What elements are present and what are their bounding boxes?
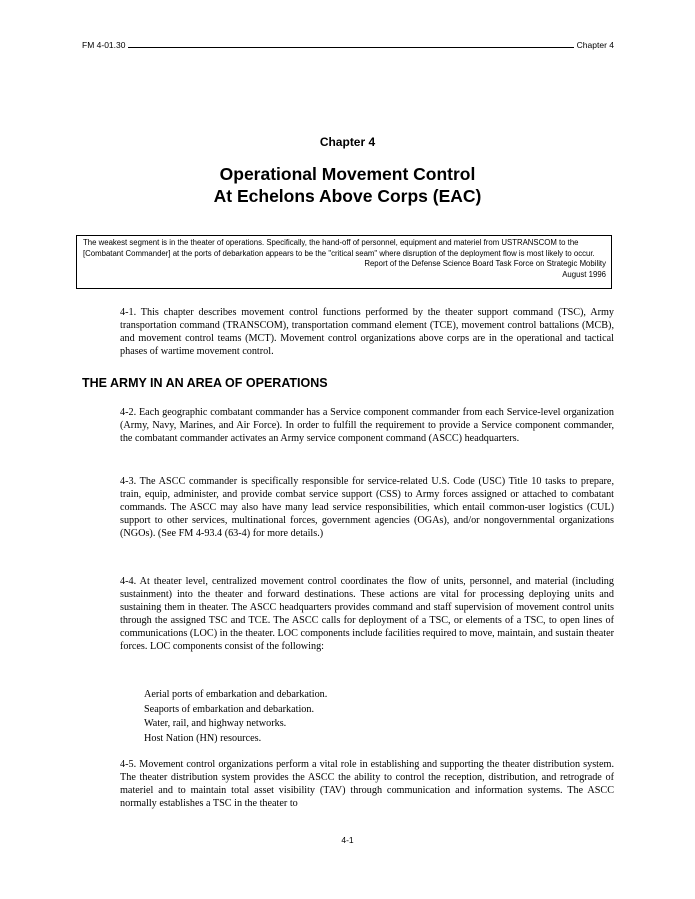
chapter-title-line-1: Operational Movement Control <box>219 164 476 184</box>
loc-components-list <box>144 688 327 746</box>
header-chapter: Chapter 4 <box>576 40 614 50</box>
list-item: Seaports of embarkation and debarkation. <box>144 703 315 715</box>
epigraph-text: The weakest segment is in the theater of operations. Specifically, the hand-off of personnel, equipment and materiel from USTRANSCOM to the [Combatant Commander] at the ports of debarkation appears to be the "critical seam" where disruption of the deployment flow is most likely to occur. <box>83 238 595 258</box>
epigraph-attribution: Report of the Defense Science Board Task Force on Strategic Mobility <box>364 259 606 268</box>
section-heading: THE ARMY IN AN AREA OF OPERATIONS <box>82 376 328 390</box>
paragraph-4-3: 4-3. The ASCC commander is specifically responsible for service-related U.S. Code (USC) Title 10 tasks to prepare, train, equip, administer, and provide combat service support (CSS) to Army forces assigned or attached to combatant commands. The ASCC may also have many lead service responsibilities, which entail common-user logistics (CUL) support to other services, multinational forces, government agencies (OGAs), and/or nongovernmental organizations (NGOs). (See FM 4-93.4 (63-4) for more details.) <box>120 476 614 540</box>
header-document-id: FM 4-01.30 <box>82 40 126 50</box>
chapter-label: Chapter 4 <box>319 135 376 149</box>
list-item: Host Nation (HN) resources. <box>144 732 262 744</box>
list-item: Water, rail, and highway networks. <box>144 718 287 729</box>
page-number: 4-1 <box>341 835 354 845</box>
epigraph-date: August 1996 <box>562 269 606 279</box>
paragraph-4-1: 4-1. This chapter describes movement control functions performed by the theater support command (TSC), Army transportation command (TRANSCOM), transportation command element (TCE), movement control battalions (MCB), and movement control teams (MCT). Movement control organizations above corps are in the operational and tactical phases of wartime movement control. <box>120 307 614 358</box>
chapter-title <box>0 163 695 207</box>
list-item: Aerial ports of embarkation and debarkation. <box>144 689 328 700</box>
epigraph-quote-box <box>76 235 612 289</box>
header-rule <box>128 47 573 48</box>
running-header <box>82 40 614 50</box>
chapter-title-line-2: At Echelons Above Corps (EAC) <box>213 186 482 206</box>
paragraph-4-2: 4-2. Each geographic combatant commander has a Service component commander from each Service-level organization (Army, Navy, Marines, and Air Force). In order to fulfill the requirement to provide a Service component commander, the combatant commander activates an Army service component command (ASCC) headquarters. <box>120 407 614 445</box>
paragraph-4-4: 4-4. At theater level, centralized movement control coordinates the flow of units, personnel, and material (including sustainment) into the theater and forward destinations. These actions are vital for processing deploying units and sustaining them in theater. The ASCC headquarters provides command and staff supervision of movement control units through the assigned TSC and TCE. The ASCC calls for deployment of a TSC, or elements of a TSC, to open lines of communications (LOC) in the theater. LOC components include facilities required to move, maintain, and sustain theater forces. LOC components consist of the following: <box>120 576 614 653</box>
paragraph-4-5: 4-5. Movement control organizations perform a vital role in establishing and supporting the theater distribution system. The theater distribution system provides the ASCC the ability to control the reception, distribution, and retrograde of materiel and to maintain total asset visibility (TAV) through communication and information systems. The ASCC normally establishes a TSC in the theater to <box>120 759 614 810</box>
